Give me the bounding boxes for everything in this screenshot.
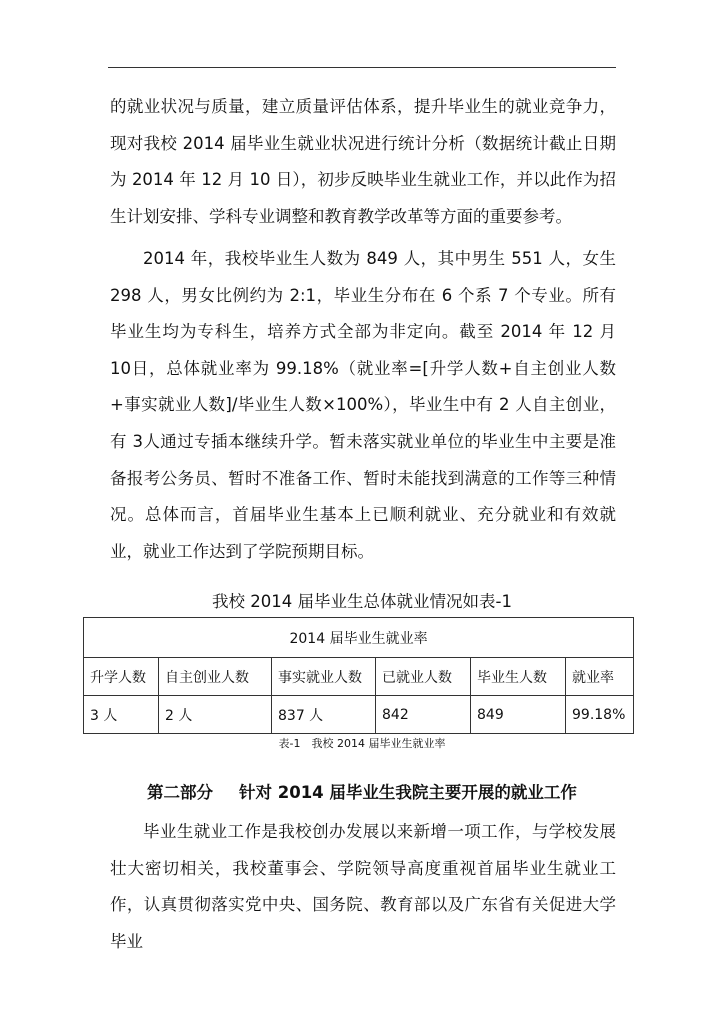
data-cell: 99.18% [566,696,634,734]
table-data-row [84,696,634,734]
header-rule [108,67,616,68]
table-caption: 表-1 我校 2014 届毕业生就业率 [278,737,446,750]
header-cell: 就业率 [566,658,634,696]
employment-rate-table [83,617,634,734]
data-cell: 2 人 [159,696,272,734]
section-part-label: 第二部分 [147,783,213,802]
table-title-row [84,618,634,658]
table-title: 2014 届毕业生就业率 [84,618,634,658]
header-cell: 已就业人数 [376,658,471,696]
paragraph-3: 毕业生就业工作是我校创办发展以来新增一项工作，与学校发展壮大密切相关，我校董事会、学院领导高度重视首届毕业生就业工作，认真贯彻落实党中央、国务院、教育部以及广东省有关促进大学毕业 [110,822,616,951]
paragraph-1: 的就业状况与质量，建立质量评估体系，提升毕业生的就业竞争力，现对我校 2014 届毕业生就业状况进行统计分析（数据统计截止日期为 2014 年 12 月 10 日），初步反映毕业生就业工作，并以此作为招生计划安排、学科专业调整和教育教学改革等方面的重要参考。 [110,97,616,226]
section-title: 针对 2014 届毕业生我院主要开展的就业工作 [239,783,577,802]
data-cell: 842 [376,696,471,734]
header-cell: 毕业生人数 [471,658,566,696]
table-header-row [84,658,634,696]
table-intro-caption: 我校 2014 届毕业生总体就业情况如表-1 [212,592,512,611]
paragraph-2: 2014 年，我校毕业生人数为 849 人，其中男生 551 人，女生298 人，男女比例约为 2:1，毕业生分布在 6 个系 7 个专业。所有毕业生均为专科生，培养方式全部为非定向。截至 2014 年 12 月 10日，总体就业率为 99.18%（就业率=[升学人数+自主创业人数+事实就业人数]/毕业生人数×100%），毕业生中有 2 人自主创业，有 3人通过专插本继续升学。暂未落实就业单位的毕业生中主要是准备报考公务员、暂时不准备工作、暂时未能找到满意的工作等三种情况。总体而言，首届毕业生基本上已顺利就业、充分就业和有效就业，就业工作达到了学院预期目标。 [110,249,616,561]
header-cell: 事实就业人数 [272,658,376,696]
data-cell: 849 [471,696,566,734]
header-cell: 升学人数 [84,658,159,696]
data-cell: 837 人 [272,696,376,734]
header-cell: 自主创业人数 [159,658,272,696]
section-heading [147,777,577,809]
data-cell: 3 人 [84,696,159,734]
